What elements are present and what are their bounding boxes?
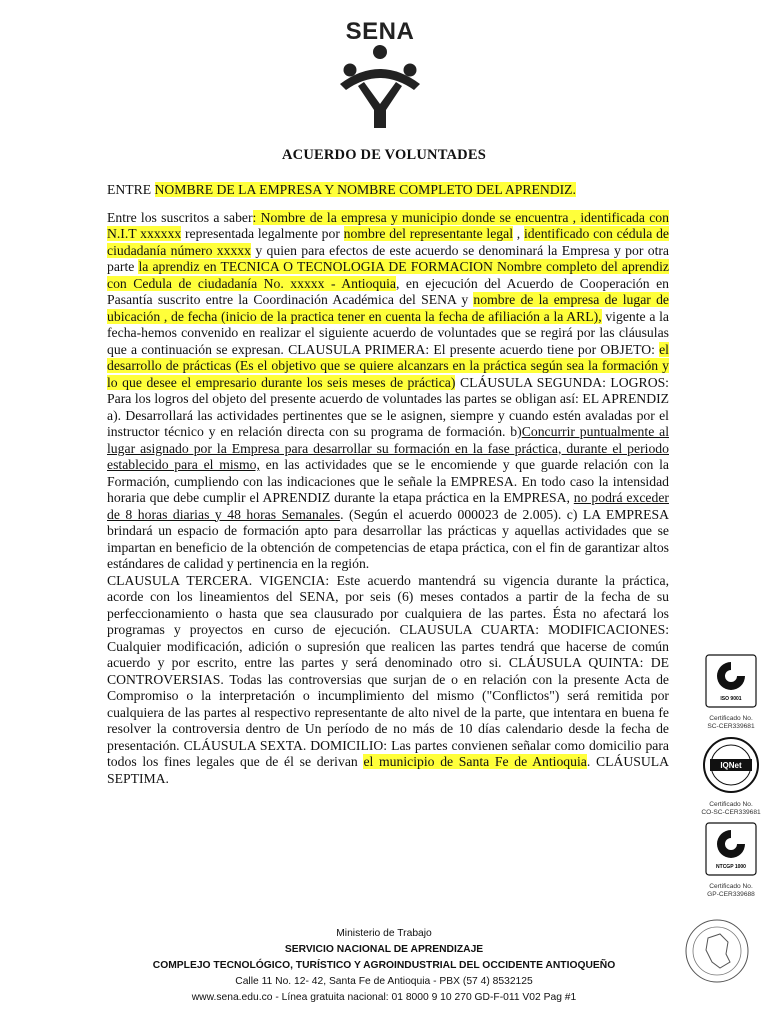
underlined-text: no podrá exceder de 8 horas diarias y 48 horas Semanales bbox=[107, 490, 669, 522]
body-text-segment: CLAUSULA TERCERA. VIGENCIA: Este acuerdo mantendrá su vigencia durante la práctica, acorde con los lineamientos del SENA, por seis (6) meses contados a partir de la fecha de su perfeccionamiento o hasta que sea clausurado por cualquiera de las partes. Ésta no afectará los programas y proyectos en curso de ejecución. CLAUSULA CUARTA: MODIFICACIONES: Cualquier modificación, adición o supresión que realicen las partes tendrá que hacerse de común acuerdo y por escrito, entre las partes y será denominado otro si. CLÁUSULA QUINTA: DE CONTROVERSIAS. Todas las controversias que surjan de o en relación con la presente Acta de Compromiso o la interpretación o incumplimiento del mismo ("Conflictos") será remitida por cualquiera de las partes al respectivo representante de alto nivel de la parte, que intentara en buena fe resolver la controversia dentro de Un período de no más de 10 días calendario desde la fecha de presentación. CLÁUSULA SEXTA. DOMICILIO: Las partes convienen señalar como domicilio para todos los fines legales que de él se derivan bbox=[107, 572, 669, 769]
footer-ministry: Ministerio de Trabajo bbox=[336, 928, 432, 939]
highlighted-text: nombre de la empresa de lugar de ubicación , de fecha (inicio de la practica tener en cuenta la fecha de afiliación a la ARL), bbox=[107, 292, 669, 324]
body-text-segment: CLÁUSULA SEGUNDA: LOGROS: Para los logros del objeto del presente acuerdo de voluntades las partes se obligan así: EL APRENDIZ a). Desarrollará las actividades pertinentes que se le asignen, siempre y cuando estén avaladas por el instructor técnico y en relación directa con su programa de formación. b) bbox=[107, 374, 669, 439]
body-text-segment: y quien para efectos de este acuerdo se denominará la Empresa y por otra parte bbox=[107, 242, 670, 274]
sena-logo-icon bbox=[330, 44, 430, 130]
underlined-text: Concurrir puntualmente al lugar asignado por la Empresa para desarrollar su formación en la fase práctica, durante el periodo establecido para el mismo, bbox=[107, 424, 669, 472]
body-text-segment: representada legalmente por bbox=[181, 226, 344, 241]
body-text-segment: en las actividades que se le encomiende y que guarde relación con la Formación, cumpliendo con las indicaciones que le señale la EMPRESA. En todo caso la intensidad horaria que debe cumplir el APRENDIZ durante la etapa práctica en la EMPRESA, bbox=[107, 457, 670, 505]
cert-badge-label: NTCGP 1000 bbox=[716, 864, 746, 871]
colombia-seal-icon bbox=[684, 918, 750, 984]
highlighted-text: la aprendiz en TECNICA O TECNOLOGIA DE FORMACION Nombre completo del aprendiz con Cedula de ciudadanía No. xxxxx - Antioquia bbox=[107, 259, 669, 291]
cert-caption: Certificado No. CO-SC-CER339681 bbox=[701, 801, 761, 816]
sena-logo bbox=[330, 18, 430, 130]
body-text-segment: . (Según el acuerdo 000023 de 2.005). c) LA EMPRESA brindará un espacio de formación apto para desarrollar las prácticas y aquellas actividades que se impartan en beneficio de la obtención de competencias de etapa práctica, con el fin de garantizar altos estándares de calidad y pertinencia en la región. bbox=[107, 506, 670, 571]
paragraph-clauses bbox=[107, 573, 669, 788]
entre-line bbox=[107, 182, 669, 199]
highlighted-text: el municipio de Santa Fe de Antioquia bbox=[363, 754, 587, 769]
highlighted-text: el desarrollo de prácticas (Es el objetivo que se quiere alcanzars en la práctica según sea la formación y lo que desee el empresario durante los seis meses de práctica) bbox=[107, 341, 669, 390]
cert-ntcgp1000 bbox=[700, 822, 762, 898]
body-text-segment: vigente a la fecha-hemos convenido en realizar el siguiente acuerdo de voluntades que se regirá por las cláusulas que a continuación se expresan. CLAUSULA PRIMERA: El presente acuerdo tiene por OBJETO: bbox=[107, 308, 669, 357]
cert-caption: Certificado No. SC-CER339681 bbox=[707, 715, 755, 730]
entre-highlight: NOMBRE DE LA EMPRESA Y NOMBRE COMPLETO DEL APRENDIZ. bbox=[154, 182, 576, 197]
iqnet-badge-icon bbox=[702, 736, 760, 794]
highlighted-text: identificado con cédula de ciudadanía número xxxxx bbox=[107, 226, 669, 258]
paragraph-main bbox=[107, 210, 669, 573]
sena-logo-text: SENA bbox=[345, 18, 415, 45]
body-text-segment: , en ejecución del Acuerdo de Cooperación en Pasantía suscrito entre la Coordinación Académica del SENA y bbox=[107, 275, 669, 307]
document-footer bbox=[0, 926, 768, 1006]
cert-caption: Certificado No. GP-CER339688 bbox=[707, 883, 755, 898]
cert-iso9001 bbox=[700, 654, 762, 730]
body-text-segment: Entre los suscritos a saber bbox=[107, 209, 253, 225]
body-text-segment: . CLÁUSULA SEPTIMA. bbox=[107, 754, 669, 786]
highlighted-text: : Nombre de la empresa y municipio donde se encuentra , identificada con N.I.T xxxxxx bbox=[107, 209, 669, 241]
highlighted-text: nombre del representante legal bbox=[343, 226, 514, 241]
entre-prefix: ENTRE bbox=[107, 182, 155, 197]
document-body bbox=[107, 182, 669, 798]
footer-address: Calle 11 No. 12- 42, Santa Fe de Antioquia - PBX (57 4) 8532125 bbox=[235, 976, 533, 987]
cert-badge-label: IQNet bbox=[720, 761, 742, 771]
footer-contact: www.sena.edu.co - Línea gratuita nacional: 01 8000 9 10 270 GD-F-011 V02 Pag #1 bbox=[191, 992, 577, 1003]
document-title: ACUERDO DE VOLUNTADES bbox=[282, 147, 486, 163]
iso-9001-badge-icon bbox=[705, 654, 757, 708]
footer-institution: SERVICIO NACIONAL DE APRENDIZAJE bbox=[284, 944, 484, 955]
cert-iqnet bbox=[700, 736, 762, 816]
certification-badges bbox=[700, 654, 762, 905]
cert-badge-label: ISO 9001 bbox=[720, 696, 742, 702]
footer-complex: COMPLEJO TECNOLÓGICO, TURÍSTICO Y AGROINDUSTRIAL DEL OCCIDENTE ANTIOQUEÑO bbox=[152, 960, 616, 971]
ntcgp-1000-badge-icon bbox=[705, 822, 757, 876]
body-text-segment: , bbox=[513, 226, 524, 241]
